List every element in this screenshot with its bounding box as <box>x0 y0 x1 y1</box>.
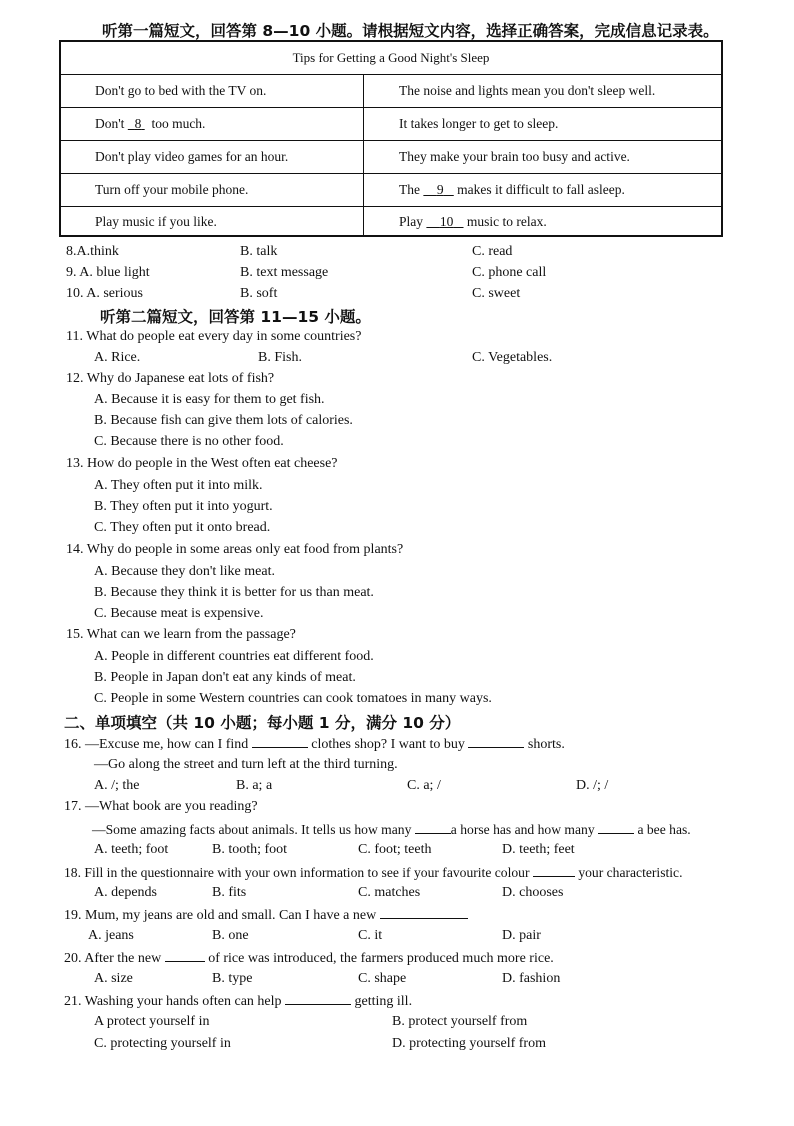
table-cell: It takes longer to get to sleep. <box>399 116 559 131</box>
option-a[interactable]: A. depends <box>94 885 157 900</box>
answer-blank[interactable] <box>285 992 351 1005</box>
tips-table <box>59 40 723 237</box>
question-10 <box>66 286 143 302</box>
cell-text: Don't <box>95 116 125 131</box>
table-row <box>61 140 721 173</box>
question-stem: 21. Washing your hands often can help getting ill. <box>64 994 413 1009</box>
option-d[interactable]: D. pair <box>502 928 541 943</box>
option-b[interactable]: B. type <box>212 971 253 986</box>
question-stem: 15. What can we learn from the passage? <box>66 627 296 642</box>
option-b[interactable]: B. one <box>212 928 249 943</box>
option-a[interactable]: A protect yourself in <box>94 1014 210 1029</box>
table-cell: Play music if you like. <box>61 207 364 237</box>
question-stem: 18. Fill in the questionnaire with your own information to see if your favourite colour your characteristic. <box>64 865 683 880</box>
option-b[interactable]: B. People in Japan don't eat any kinds of meat. <box>94 670 356 685</box>
question-stem: 20. After the new of rice was introduced, the farmers produced much more rice. <box>64 951 554 966</box>
cell-text: Play <box>399 214 424 229</box>
option-d[interactable]: D. teeth; feet <box>502 842 575 857</box>
question-number: 8. <box>66 244 77 259</box>
option-d[interactable]: D. chooses <box>502 885 564 900</box>
question-stem: 19. Mum, my jeans are old and small. Can I have a new <box>64 906 468 924</box>
option-c[interactable]: C. phone call <box>472 265 547 280</box>
option-a[interactable]: A. Because they don't like meat. <box>94 564 275 579</box>
option-a[interactable]: A. /; the <box>94 778 140 793</box>
option-c[interactable]: C. sweet <box>472 286 521 301</box>
answer-blank[interactable] <box>165 949 205 962</box>
table-cell: Don't play video games for an hour. <box>61 141 364 173</box>
option-a[interactable]: A.think <box>76 244 119 259</box>
table-row <box>61 206 721 237</box>
question-stem: 13. How do people in the West often eat cheese? <box>66 456 338 471</box>
option-b[interactable]: B. protect yourself from <box>392 1014 528 1029</box>
answer-blank[interactable] <box>533 864 575 877</box>
option-c[interactable]: C. matches <box>358 885 421 900</box>
dialogue-line: —Go along the street and turn left at the third turning. <box>94 757 398 772</box>
table-cell: Turn off your mobile phone. <box>61 174 364 206</box>
option-a[interactable]: A. size <box>94 971 133 986</box>
answer-blank[interactable] <box>468 735 524 748</box>
cell-text: too much. <box>151 116 206 131</box>
question-stem: 12. Why do Japanese eat lots of fish? <box>66 371 275 386</box>
option-a[interactable]: A. They often put it into milk. <box>94 478 263 493</box>
option-c[interactable]: C. foot; teeth <box>358 842 432 857</box>
answer-blank[interactable] <box>252 735 308 748</box>
answer-blank[interactable] <box>415 821 451 834</box>
option-d[interactable]: D. fashion <box>502 971 561 986</box>
table-cell: The noise and lights mean you don't sleep well. <box>399 83 656 98</box>
option-b[interactable]: B. tooth; foot <box>212 842 288 857</box>
question-8 <box>66 244 119 260</box>
section1-heading: 听第一篇短文，回答第 8—10 小题。请根据短文内容，选择正确答案，完成信息记录表。 <box>102 22 719 40</box>
option-c[interactable]: C. Because meat is expensive. <box>94 606 264 621</box>
option-c[interactable]: C. it <box>358 928 383 943</box>
section2-heading: 听第二篇短文，回答第 11—15 小题。 <box>100 308 371 326</box>
blank-9[interactable]: 9 <box>436 182 444 197</box>
table-row <box>61 173 721 206</box>
cell-text: music to relax. <box>466 214 547 229</box>
option-d[interactable]: D. protecting yourself from <box>392 1036 546 1051</box>
option-a[interactable]: A. People in different countries eat different food. <box>94 649 374 664</box>
table-cell <box>364 174 723 206</box>
option-c[interactable]: C. shape <box>358 971 407 986</box>
table-cell <box>61 108 364 140</box>
part2-heading: 二、单项填空（共 10 小题；每小题 1 分，满分 10 分） <box>64 714 461 732</box>
table-row <box>61 74 721 107</box>
option-c[interactable]: C. Because there is no other food. <box>94 434 284 449</box>
answer-blank[interactable] <box>598 821 634 834</box>
option-b[interactable]: B. Because they think it is better for us than meat. <box>94 585 374 600</box>
option-b[interactable]: B. Because fish can give them lots of calories. <box>94 413 353 428</box>
option-a[interactable]: A. blue light <box>79 265 150 280</box>
option-b[interactable]: B. talk <box>240 244 278 259</box>
question-stem: 14. Why do people in some areas only eat food from plants? <box>66 542 404 557</box>
table-cell: Don't go to bed with the TV on. <box>61 75 364 107</box>
dialogue-line: —Some amazing facts about animals. It tells us how many a horse has and how many a bee has. <box>92 822 691 837</box>
cell-text: makes it difficult to fall asleep. <box>457 182 625 197</box>
option-a[interactable]: A. Rice. <box>94 350 141 365</box>
table-cell: They make your brain too busy and active. <box>399 149 630 164</box>
option-b[interactable]: B. fits <box>212 885 247 900</box>
question-stem: 17. —What book are you reading? <box>64 799 258 814</box>
question-stem: 16. —Excuse me, how can I find clothes shop? I want to buy shorts. <box>64 737 565 752</box>
option-a[interactable]: A. Because it is easy for them to get fish. <box>94 392 325 407</box>
option-a[interactable]: A. teeth; foot <box>94 842 169 857</box>
option-d[interactable]: D. /; / <box>576 778 609 793</box>
option-b[interactable]: B. Fish. <box>258 350 302 365</box>
option-c[interactable]: C. Vegetables. <box>472 350 553 365</box>
question-9 <box>66 265 150 281</box>
blank-8[interactable]: 8 <box>134 116 142 131</box>
option-b[interactable]: B. a; a <box>236 778 273 793</box>
question-stem: 11. What do people eat every day in some countries? <box>66 329 362 344</box>
table-row <box>61 107 721 140</box>
option-c[interactable]: C. read <box>472 244 513 259</box>
table-cell <box>364 207 723 237</box>
option-a[interactable]: A. serious <box>86 286 144 301</box>
option-c[interactable]: C. They often put it onto bread. <box>94 520 271 535</box>
option-b[interactable]: B. text message <box>240 265 329 280</box>
blank-10[interactable]: 10 <box>439 214 454 229</box>
option-c[interactable]: C. People in some Western countries can cook tomatoes in many ways. <box>94 691 492 706</box>
table-title: Tips for Getting a Good Night's Sleep <box>292 50 490 65</box>
cell-text: The <box>399 182 420 197</box>
question-number: 9. <box>66 265 77 280</box>
option-a[interactable]: A. jeans <box>88 928 134 943</box>
option-c[interactable]: C. protecting yourself in <box>94 1036 231 1051</box>
option-c[interactable]: C. a; / <box>407 778 441 793</box>
answer-blank[interactable] <box>380 906 468 919</box>
option-b[interactable]: B. They often put it into yogurt. <box>94 499 273 514</box>
option-b[interactable]: B. soft <box>240 286 278 301</box>
question-number: 10. <box>66 286 84 301</box>
